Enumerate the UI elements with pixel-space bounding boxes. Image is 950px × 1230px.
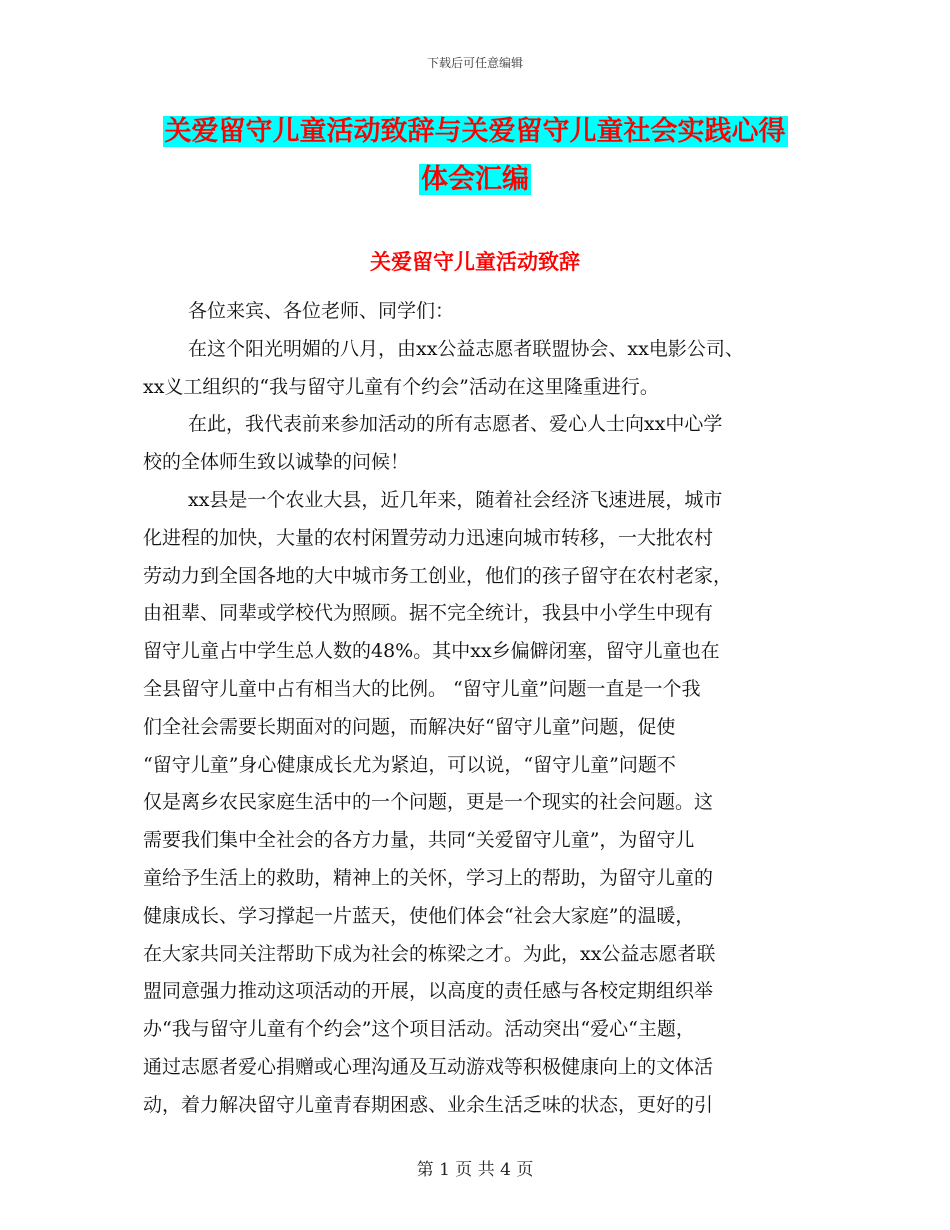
text-line: 通过志愿者爱心捐赠或心理沟通及互动游戏等积极健康向上的文体活	[143, 1055, 714, 1078]
text-line: 们全社会需要长期面对的问题，而解决好“留守儿童”问题，促使	[143, 715, 676, 738]
section-title: 关爱留守儿童活动致辞	[370, 250, 580, 274]
text-line: 需要我们集中全社会的各方力量，共同“关爱留守儿童”，为留守儿	[143, 829, 695, 852]
text-line: 留守儿童占中学生总人数的48%。其中xx乡偏僻闭塞，留守儿童也在	[143, 640, 720, 663]
text-line: 全县留守儿童中占有相当大的比例。 “留守儿童”问题一直是一个我	[143, 677, 701, 700]
text-line: 劳动力到全国各地的大中城市务工创业，他们的孩子留守在农村老家，	[143, 564, 733, 587]
page-number: 第 1 页 共 4 页	[416, 1160, 534, 1180]
text-line: 健康成长、学习撑起一片蓝天，使他们体会“社会大家庭”的温暖，	[143, 904, 695, 927]
text-line: 在这个阳光明媚的八月，由xx公益志愿者联盟协会、xx电影公司、	[188, 337, 744, 360]
text-line: 盟同意强力推动这项活动的开展，以高度的责任感与各校定期组织举	[143, 980, 714, 1003]
text-line: 在大家共同关注帮助下成为社会的栋梁之才。为此，xx公益志愿者联	[143, 942, 716, 965]
text-line: 化进程的加快，大量的农村闲置劳动力迅速向城市转移，一大批农村	[143, 526, 714, 549]
text-line: 校的全体师生致以诚挚的问候！	[143, 451, 410, 474]
text-line: 动，着力解决留守儿童青春期困惑、业余生活乏味的状态，更好的引	[143, 1093, 714, 1116]
text-line: 童给予生活上的救助，精神上的关怀，学习上的帮助，为留守儿童的	[143, 866, 714, 889]
text-line: 办“我与留守儿童有个约会”这个项目活动。活动突出“爱心“主题，	[143, 1018, 695, 1041]
body-text	[143, 293, 803, 1125]
text-line: “留守儿童”身心健康成长尤为紧迫，可以说，“留守儿童”问题不	[143, 753, 676, 776]
text-line: xx义工组织的“我与留守儿童有个约会”活动在这里隆重进行。	[143, 375, 659, 398]
text-line: 各位来宾、各位老师、同学们：	[188, 300, 455, 322]
text-line: 在此，我代表前来参加活动的所有志愿者、爱心人士向xx中心学	[188, 413, 723, 436]
document-title-line-1: 关爱留守儿童活动致辞与关爱留守儿童社会实践心得	[164, 116, 786, 147]
text-line: xx县是一个农业大县，近几年来，随着社会经济飞速进展，城市	[188, 488, 723, 511]
document-title	[110, 108, 840, 204]
text-line: 仅是离乡农民家庭生活中的一个问题，更是一个现实的社会问题。这	[143, 791, 714, 814]
document-title-line-2: 体会汇编	[421, 164, 529, 195]
text-line: 由祖辈、同辈或学校代为照顾。据不完全统计，我县中小学生中现有	[143, 602, 714, 625]
header-note: 下载后可任意编辑	[426, 56, 523, 70]
